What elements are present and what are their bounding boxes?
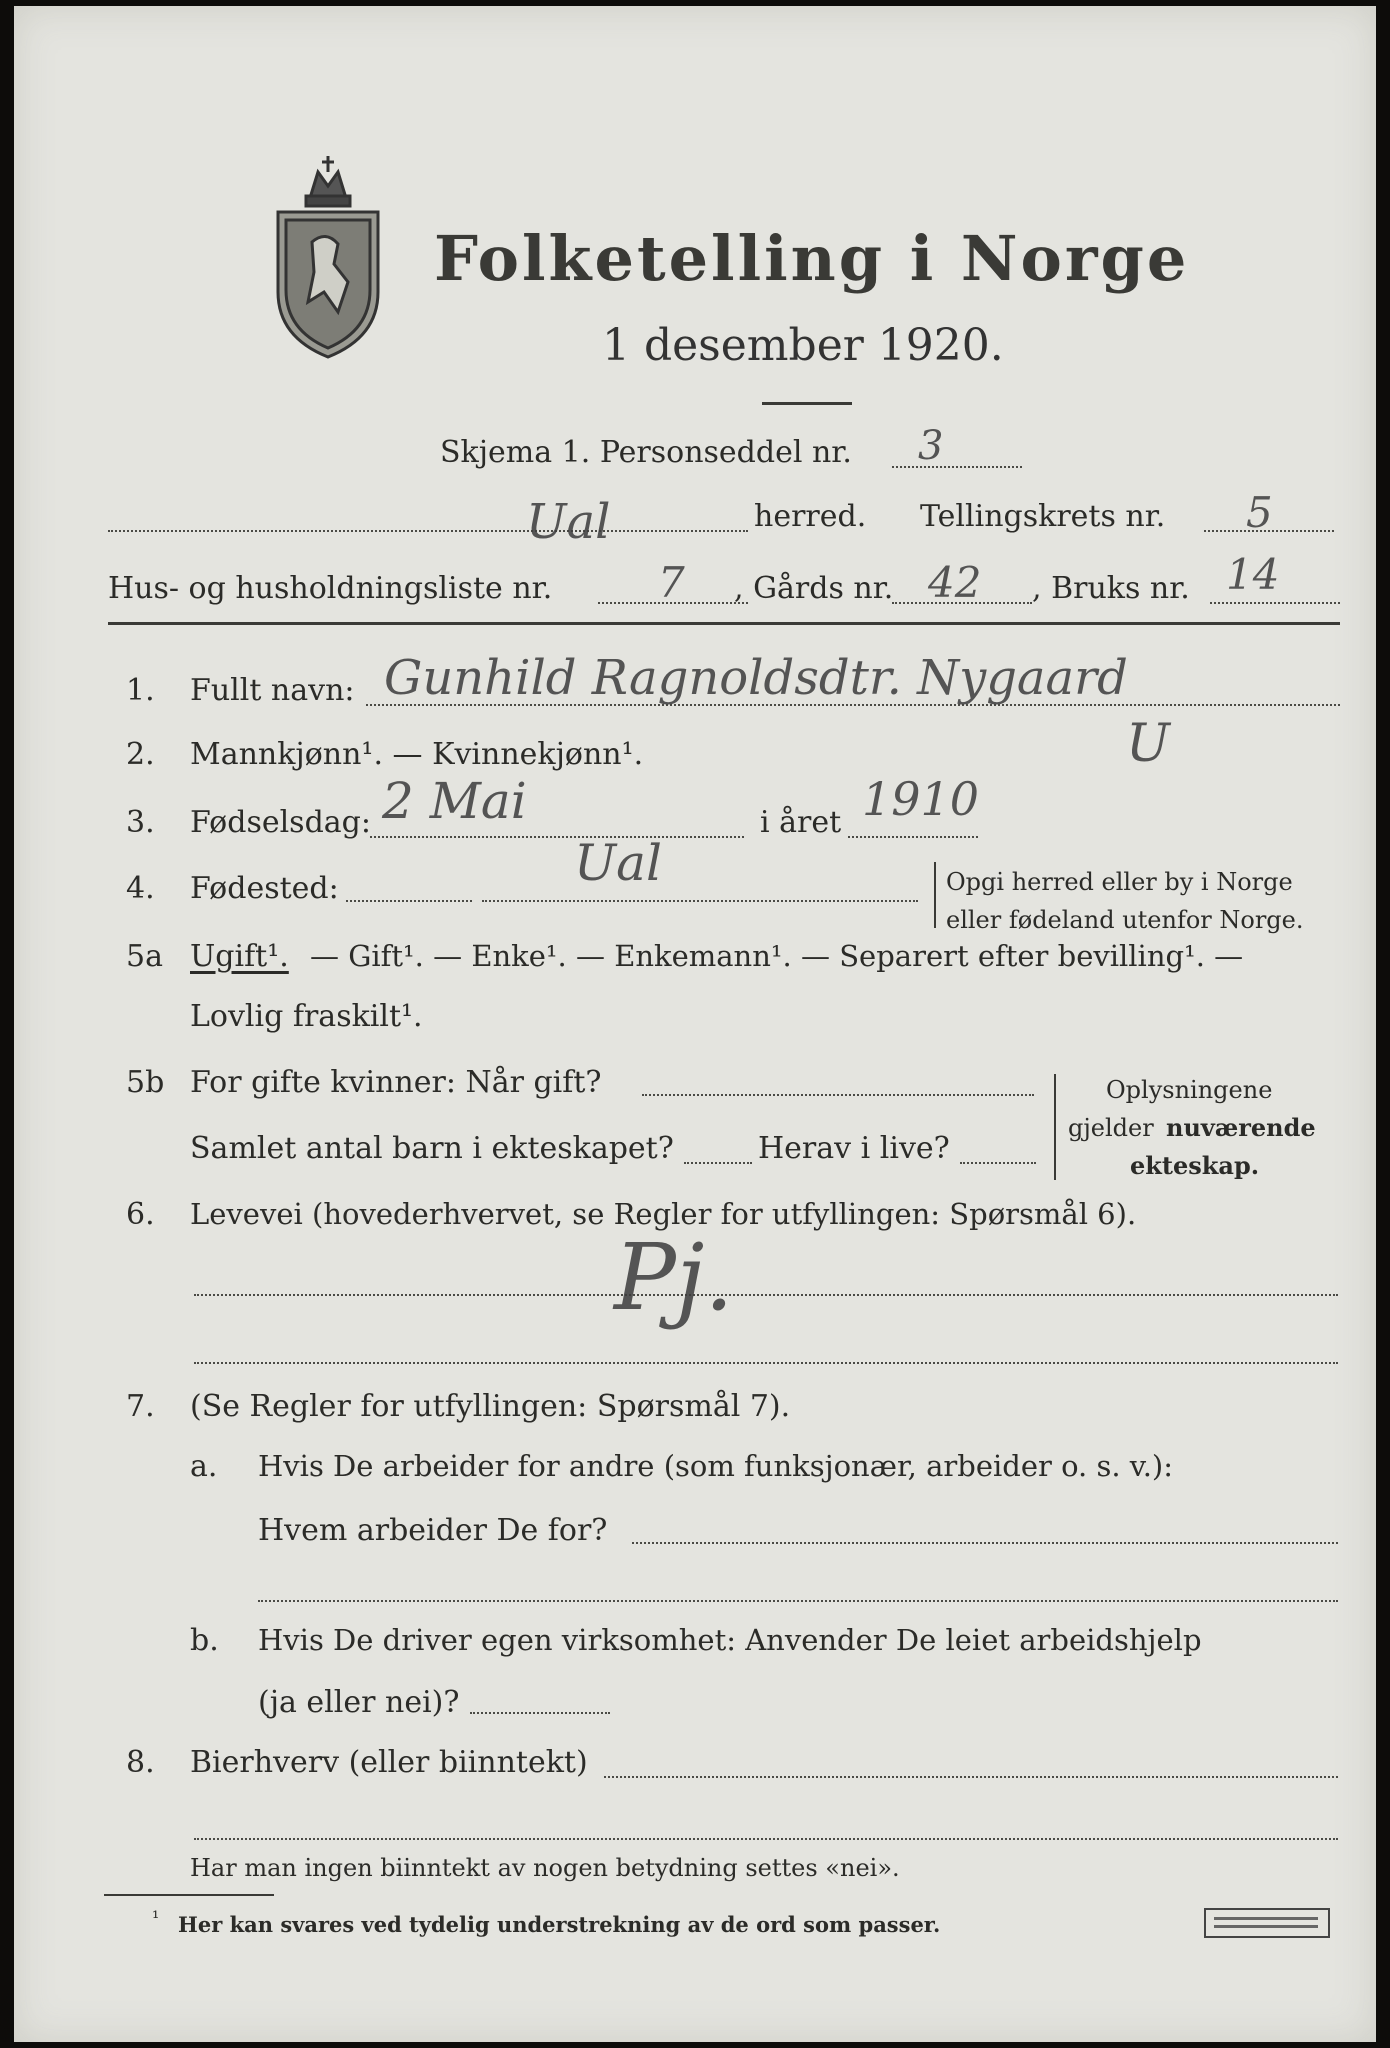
q3-year-field[interactable]	[848, 836, 978, 838]
q8-field[interactable]	[604, 1776, 1338, 1778]
q8-number: 8.	[126, 1745, 155, 1780]
income-note: Har man ingen biinntekt av nogen betydning settes «nei».	[190, 1854, 900, 1882]
census-form-sheet	[14, 6, 1376, 2042]
q5b-brace	[1054, 1074, 1056, 1180]
q1-number: 1.	[126, 673, 155, 708]
husholdningsliste-label: Hus- og husholdningsliste nr.	[108, 571, 553, 606]
q6-label: Levevei (hovederhvervet, se Regler for utfyllingen: Spørsmål 6).	[190, 1197, 1137, 1231]
q6-field-1[interactable]	[194, 1294, 1338, 1296]
q5b-note-line3: ekteskap.	[1130, 1151, 1260, 1180]
q5b-label: For gifte kvinner: Når gift?	[190, 1065, 602, 1100]
q5b-children-label: Samlet antal barn i ekteskapet?	[190, 1131, 674, 1166]
q4-field-b[interactable]	[482, 900, 918, 902]
q3-day-field[interactable]	[370, 836, 744, 838]
q5a-option-fraskilt: Lovlig fraskilt¹.	[190, 999, 423, 1034]
q4-number: 4.	[126, 871, 155, 906]
tellingskrets-label: Tellingskrets nr.	[920, 499, 1166, 534]
q5b-alive-label: Herav i live?	[758, 1131, 950, 1166]
q7-number: 7.	[126, 1389, 155, 1424]
q5a-ugift: Ugift¹.	[190, 939, 289, 974]
personseddel-field[interactable]	[892, 466, 1022, 468]
gards-label: , Gårds nr.	[734, 571, 894, 606]
q7a-text: Hvis De arbeider for andre (som funksjonær, arbeider o. s. v.):	[258, 1449, 1174, 1483]
q7b-help-label: (ja eller nei)?	[258, 1685, 460, 1720]
personseddel-value: 3	[918, 423, 944, 469]
q8-label: Bierhverv (eller biinntekt)	[190, 1745, 588, 1780]
form-title: Folketelling i Norge	[434, 222, 1190, 295]
q6-number: 6.	[126, 1197, 155, 1232]
q2-label: Mannkjønn¹. — Kvinnekjønn¹.	[190, 737, 644, 772]
q5b-number: 5b	[126, 1065, 165, 1100]
q7a-employer-label: Hvem arbeider De for?	[258, 1513, 608, 1548]
q4-label: Fødested:	[190, 871, 339, 906]
q5b-note-line2a: gjelder	[1068, 1114, 1154, 1142]
q4-value: Ual	[574, 834, 662, 892]
q7-label: (Se Regler for utfyllingen: Spørsmål 7).	[190, 1389, 791, 1424]
q2-mark: U	[1126, 714, 1170, 774]
q4-note-line1: Opgi herred eller by i Norge	[946, 868, 1293, 896]
bruks-value: 14	[1226, 550, 1280, 599]
norwegian-coat-of-arms-icon	[268, 152, 388, 362]
q3-value: 2 Mai	[382, 772, 527, 830]
q4-note-line2: eller fødeland utenfor Norge.	[946, 906, 1304, 934]
q7a-letter: a.	[190, 1449, 218, 1484]
footnote-mark: ¹	[152, 1908, 160, 1929]
q4-field-a[interactable]	[346, 900, 472, 902]
q5b-children-field[interactable]	[684, 1162, 752, 1164]
q5b-when-field[interactable]	[642, 1094, 1034, 1096]
q6-field-2[interactable]	[194, 1362, 1338, 1364]
q7a-employer-field[interactable]	[632, 1542, 1338, 1544]
q1-label: Fullt navn:	[190, 673, 355, 708]
q1-value: Gunhild Ragnoldsdtr. Nygaard	[384, 650, 1128, 706]
q3-year-label: i året	[760, 805, 842, 840]
gards-value: 42	[928, 558, 982, 607]
q7b-text: Hvis De driver egen virksomhet: Anvender De leiet arbeidshjelp	[258, 1623, 1202, 1657]
bruks-field[interactable]	[1210, 602, 1340, 604]
q7b-help-field[interactable]	[470, 1712, 610, 1714]
header-rule	[108, 622, 1340, 625]
q5b-alive-field[interactable]	[960, 1162, 1036, 1164]
herred-field[interactable]	[108, 530, 748, 532]
tellingskrets-value: 5	[1246, 488, 1273, 537]
q7a-employer-field-2[interactable]	[258, 1600, 1338, 1602]
q5a-number: 5a	[126, 939, 163, 974]
q3-label: Fødselsdag:	[190, 805, 371, 840]
footnote-text: Her kan svares ved tydelig understrekning av de ord som passer.	[178, 1912, 941, 1937]
bruks-label: , Bruks nr.	[1032, 571, 1190, 606]
q2-number: 2.	[126, 737, 155, 772]
husholdningsliste-value: 7	[658, 558, 685, 607]
skjema-label: Skjema 1. Personseddel nr.	[440, 435, 852, 470]
footnote-rule	[104, 1894, 274, 1896]
printer-stamp-icon	[1204, 1908, 1330, 1938]
herred-value: Ual	[526, 494, 611, 550]
q8-field-2[interactable]	[194, 1838, 1338, 1840]
q6-value: Pj.	[614, 1224, 734, 1331]
q5b-note-line2b: nuværende	[1166, 1113, 1316, 1142]
q4-brace	[934, 862, 936, 928]
q5a-options: — Gift¹. — Enke¹. — Enkemann¹. — Separert efter bevilling¹. —	[310, 939, 1244, 973]
title-divider	[762, 402, 852, 405]
form-date: 1 desember 1920.	[602, 320, 1004, 371]
q7b-letter: b.	[190, 1623, 219, 1658]
herred-label: herred.	[754, 499, 867, 534]
q5b-note-line1: Oplysningene	[1106, 1076, 1273, 1104]
q3-year-value: 1910	[862, 772, 980, 826]
q3-number: 3.	[126, 805, 155, 840]
